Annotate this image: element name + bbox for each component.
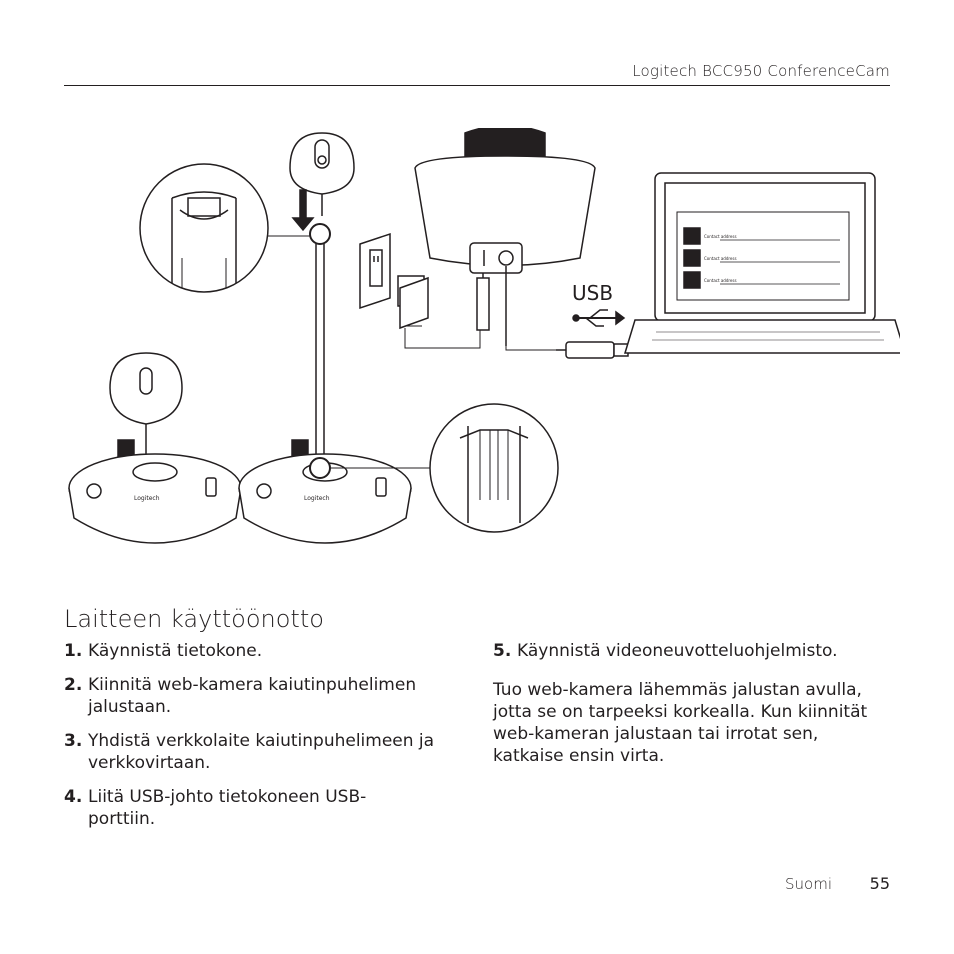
step-number: 1. — [64, 641, 83, 661]
footer-language: Suomi — [785, 875, 832, 893]
steps-column-right — [493, 640, 893, 767]
step-number: 3. — [64, 731, 83, 751]
contact-label: Contact address — [704, 234, 737, 239]
contact-label: Contact address — [704, 278, 737, 283]
usb-label: USB — [572, 281, 614, 305]
step-item — [493, 640, 893, 662]
speakerphone-left — [69, 353, 241, 543]
extension-pole — [310, 224, 330, 478]
steps-column-left — [64, 640, 454, 842]
contact-label: Contact address — [704, 256, 737, 261]
step-text: Kiinnitä web-kamera kaiutinpuhelimen jalustaan. — [88, 675, 417, 717]
step-text: Yhdistä verkkolaite kaiutinpuhelimeen ja verkkovirtaan. — [88, 731, 435, 773]
zoom-circle-camera-mount — [140, 164, 268, 292]
step-item — [64, 640, 454, 662]
step-text: Liitä USB-johto tietokoneen USB-porttiin. — [88, 787, 367, 829]
setup-illustration — [60, 128, 900, 568]
step-text: Käynnistä tietokone. — [88, 641, 263, 661]
step-item — [64, 674, 454, 718]
step-number: 4. — [64, 787, 83, 807]
usb-icon — [573, 310, 624, 326]
step-number: 5. — [493, 641, 512, 661]
step-text: Käynnistä videoneuvotteluohjelmisto. — [517, 641, 838, 661]
speaker-brand-right: Logitech — [304, 495, 330, 502]
step-number: 2. — [64, 675, 83, 695]
page-number: 55 — [869, 874, 890, 893]
step-item — [64, 786, 388, 830]
step-item — [64, 730, 454, 774]
usb-cable — [556, 342, 628, 358]
speakerphone-back — [415, 128, 595, 350]
speakerphone-right — [239, 440, 411, 543]
note-paragraph: Tuo web-kamera lähemmäs jalustan avulla, jotta se on tarpeeksi korkealla. Kun kiinnität web-kameran jalustaan tai irrotat sen, katkaise ensin virta. — [493, 680, 868, 766]
laptop — [625, 173, 900, 353]
header-rule — [64, 85, 890, 86]
section-title: Laitteen käyttöönotto — [64, 605, 324, 633]
webcam-top-drawing — [290, 133, 354, 230]
speaker-brand-left: Logitech — [134, 495, 160, 502]
running-header: Logitech BCC950 ConferenceCam — [632, 62, 890, 80]
